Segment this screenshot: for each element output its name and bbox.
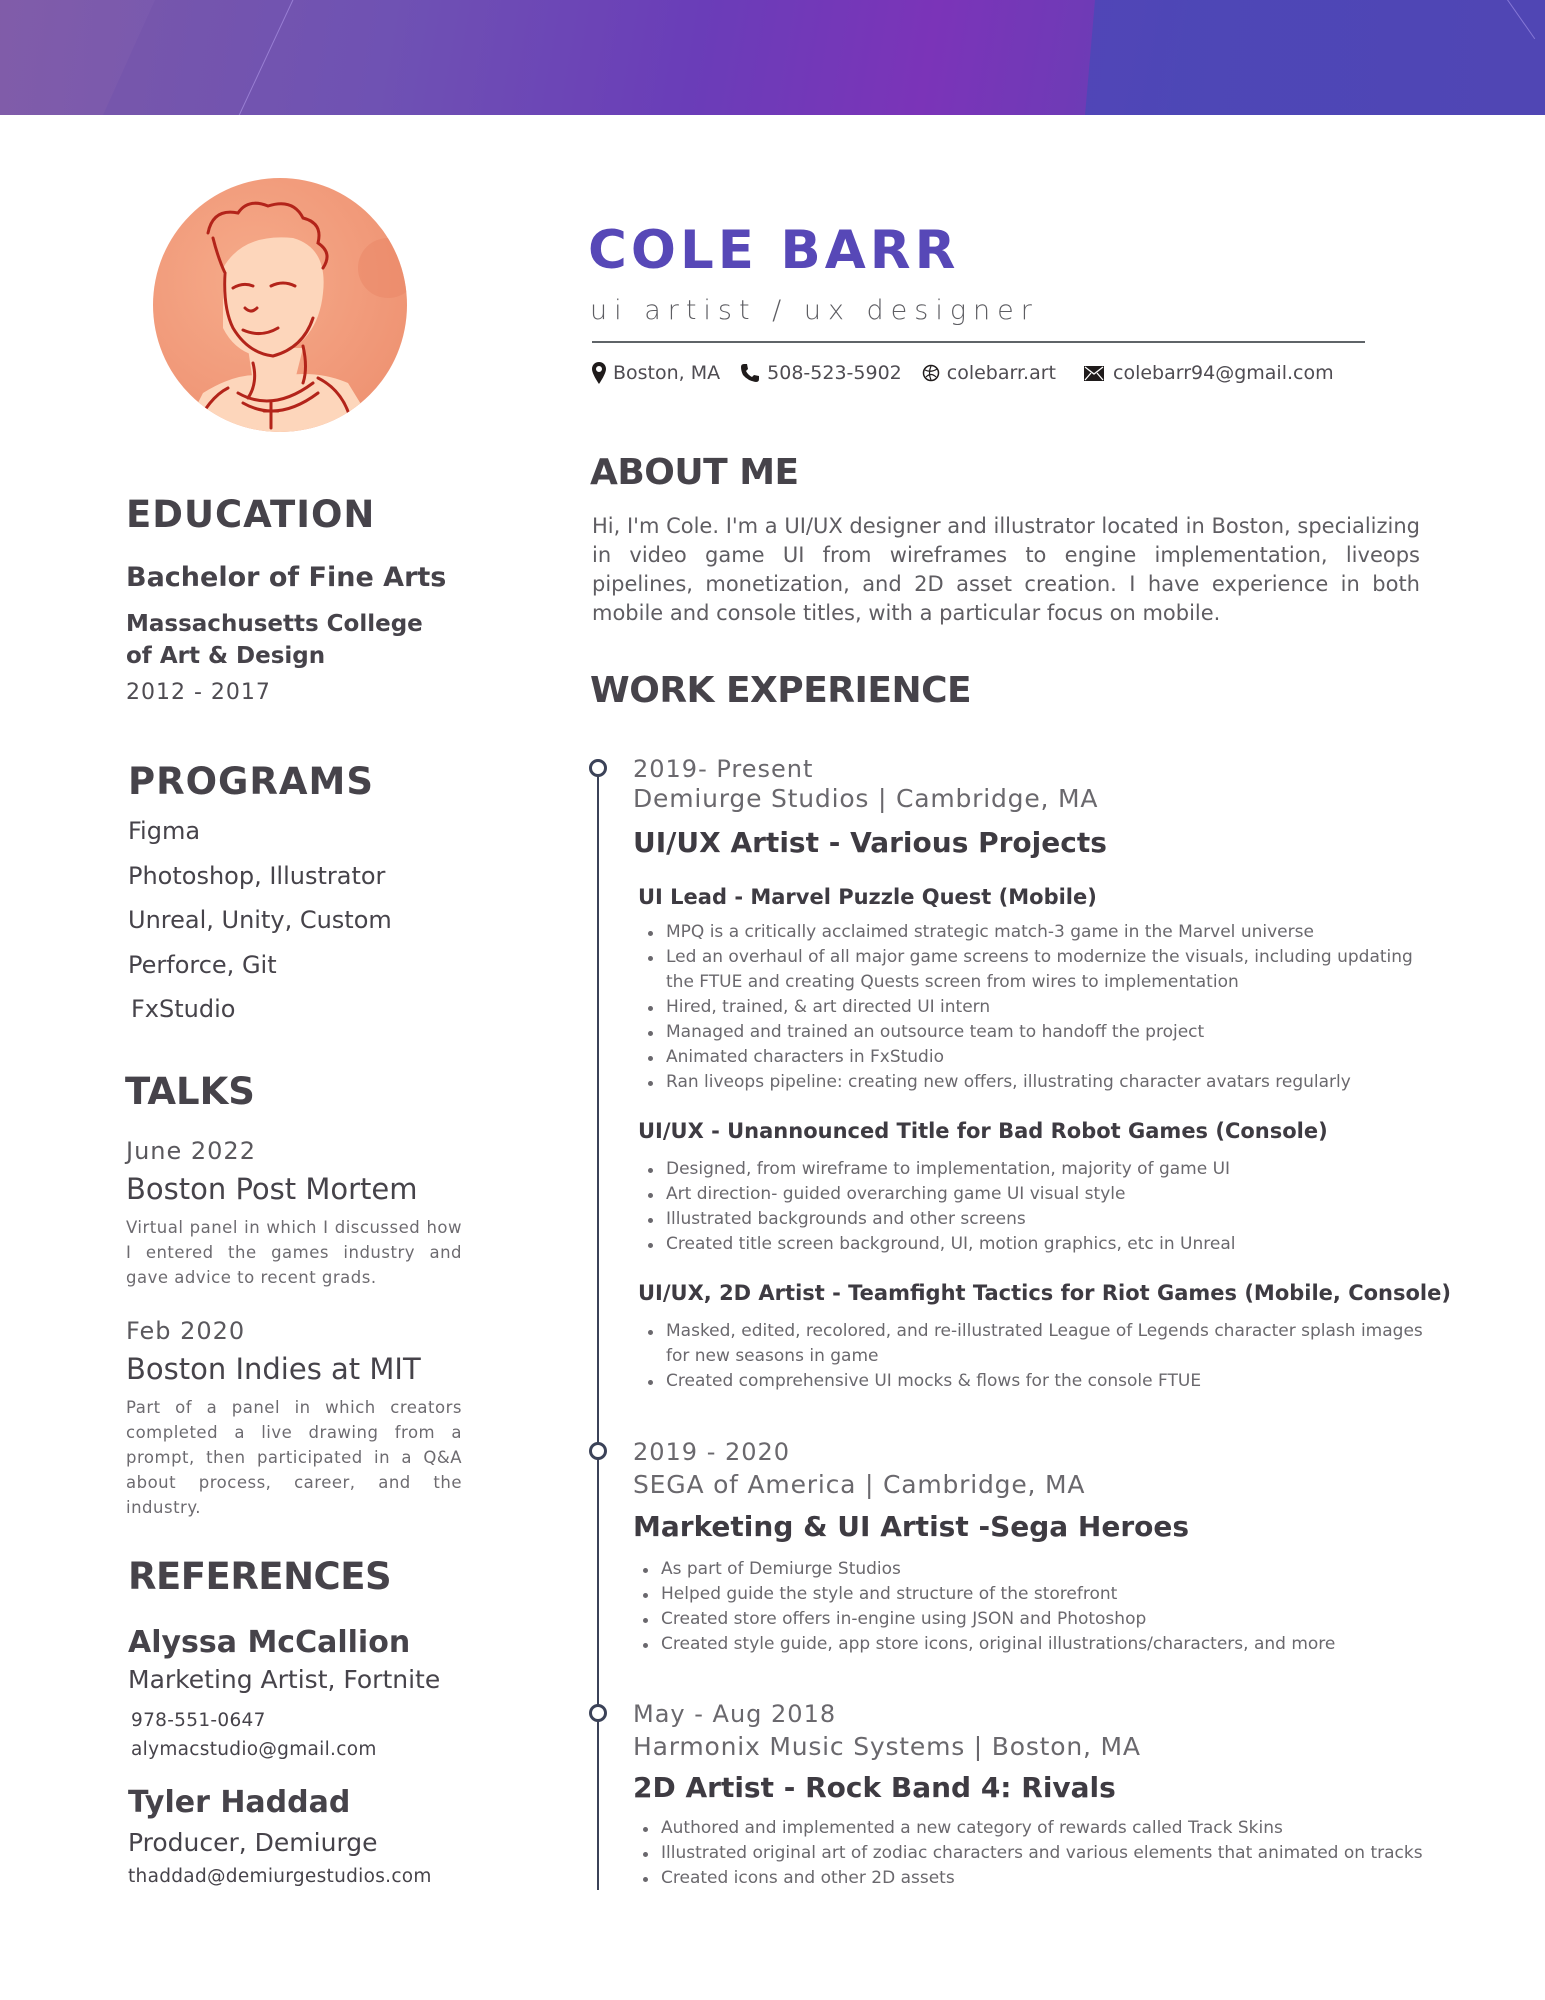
job-company: Demiurge Studios | Cambridge, MA	[633, 784, 1099, 813]
timeline-dot-icon	[589, 1704, 607, 1722]
contact-email[interactable]	[1084, 362, 1334, 384]
talks-heading: TALKS	[125, 1070, 255, 1113]
education-heading: EDUCATION	[126, 493, 376, 536]
banner-facet	[0, 0, 330, 115]
programs-heading: PROGRAMS	[128, 760, 375, 803]
project-title: UI/UX, 2D Artist - Teamfight Tactics for Riot Games (Mobile, Console)	[638, 1281, 1451, 1305]
reference-email[interactable]: alymacstudio@gmail.com	[131, 1739, 377, 1760]
bullet-item: Authored and implemented a new category of rewards called Track Skins	[633, 1816, 1433, 1841]
talk-description: Virtual panel in which I discussed how I entered the games industry and gave advice to recent grads.	[126, 1218, 462, 1287]
bullet-item: Animated characters in FxStudio	[638, 1045, 1438, 1070]
talk-item	[126, 1315, 462, 1520]
project-bullets	[638, 1319, 1438, 1394]
education-degree: Bachelor of Fine Arts	[126, 562, 447, 593]
about-heading: ABOUT ME	[590, 452, 799, 493]
contact-email-text: colebarr94@gmail.com	[1113, 362, 1334, 384]
talk-name: Boston Post Mortem	[126, 1172, 418, 1206]
job-bullets	[633, 1816, 1433, 1891]
contact-location-text: Boston, MA	[613, 362, 721, 384]
reference-role: Marketing Artist, Fortnite	[128, 1665, 441, 1694]
bullet-item: Art direction- guided overarching game UI visual style	[638, 1182, 1438, 1207]
reference-name: Tyler Haddad	[128, 1785, 351, 1820]
header-banner	[0, 0, 1545, 115]
bullet-item: Illustrated backgrounds and other screens	[638, 1207, 1438, 1232]
reference-phone[interactable]: 978-551-0647	[131, 1710, 266, 1731]
job-company: SEGA of America | Cambridge, MA	[633, 1470, 1086, 1499]
talk-date: Feb 2020	[126, 1317, 246, 1345]
project-title: UI/UX - Unannounced Title for Bad Robot Games (Console)	[638, 1119, 1328, 1143]
contact-website[interactable]	[922, 362, 1056, 384]
avatar	[153, 178, 407, 432]
project-bullets	[638, 920, 1438, 1095]
talk-item	[126, 1135, 462, 1290]
banner-facet	[0, 0, 1545, 115]
job-bullets	[633, 1557, 1433, 1657]
header-divider	[592, 341, 1365, 343]
bullet-item: MPQ is a critically acclaimed strategic match-3 game in the Marvel universe	[638, 920, 1438, 945]
project-title: UI Lead - Marvel Puzzle Quest (Mobile)	[638, 885, 1097, 909]
bullet-item: Created comprehensive UI mocks & flows for the console FTUE	[638, 1369, 1438, 1394]
bullet-item: Created icons and other 2D assets	[633, 1866, 1433, 1891]
bullet-item: Ran liveops pipeline: creating new offers, illustrating character avatars regularly	[638, 1070, 1438, 1095]
job-date: 2019 - 2020	[633, 1438, 791, 1466]
bullet-item: Managed and trained an outsource team to handoff the project	[638, 1020, 1438, 1045]
contact-bar	[592, 362, 1354, 384]
job-title: UI/UX Artist - Various Projects	[633, 826, 1107, 859]
reference-email[interactable]: thaddad@demiurgestudios.com	[128, 1866, 432, 1887]
job-title: Marketing & UI Artist -Sega Heroes	[633, 1510, 1190, 1543]
bullet-item: Led an overhaul of all major game screens to modernize the visuals, including updating the FTUE and creating Quests screen from wires to implementation	[638, 945, 1438, 995]
avatar-illustration	[153, 178, 407, 432]
reference-role: Producer, Demiurge	[128, 1828, 378, 1857]
program-item: FxStudio	[131, 995, 236, 1023]
bullet-item: Hired, trained, & art directed UI intern	[638, 995, 1438, 1020]
contact-phone[interactable]	[740, 362, 902, 384]
bullet-item: Created store offers in-engine using JSON and Photoshop	[633, 1607, 1433, 1632]
talk-date: June 2022	[126, 1137, 256, 1165]
education-years: 2012 - 2017	[126, 680, 271, 705]
candidate-name: COLE BARR	[588, 220, 960, 281]
bullet-item: Masked, edited, recolored, and re-illustrated League of Legends character splash images for new seasons in game	[638, 1319, 1438, 1369]
job-date: 2019- Present	[633, 755, 814, 783]
work-heading: WORK EXPERIENCE	[590, 670, 972, 711]
program-item: Unreal, Unity, Custom	[128, 906, 392, 934]
phone-icon	[740, 363, 760, 383]
program-item: Perforce, Git	[128, 950, 277, 979]
programs-list	[128, 815, 392, 1038]
contact-phone-text: 508-523-5902	[767, 362, 902, 384]
bullet-item: Created title screen background, UI, motion graphics, etc in Unreal	[638, 1232, 1438, 1257]
project-bullets	[638, 1157, 1438, 1257]
bullet-item: Created style guide, app store icons, original illustrations/characters, and more	[633, 1632, 1433, 1657]
job-company: Harmonix Music Systems | Boston, MA	[633, 1732, 1141, 1761]
bullet-item: Designed, from wireframe to implementation, majority of game UI	[638, 1157, 1438, 1182]
contact-location	[592, 362, 720, 384]
bullet-item: Helped guide the style and structure of the storefront	[633, 1582, 1433, 1607]
references-heading: REFERENCES	[128, 1555, 392, 1598]
about-text: Hi, I'm Cole. I'm a UI/UX designer and illustrator located in Boston, specializing in video game UI from wireframes to engine implementation, liveops pipelines, monetization, and 2D asset creation. I have experience in both mobile and console titles, with a particular focus on mobile.	[592, 514, 1420, 625]
talk-description: Part of a panel in which creators completed a live drawing from a prompt, then participated in a Q&A about process, career, and the industry.	[126, 1398, 462, 1517]
reference-name: Alyssa McCallion	[128, 1625, 411, 1660]
banner-line	[234, 0, 298, 115]
timeline-line	[597, 775, 599, 1890]
program-item: Figma	[128, 817, 201, 845]
timeline-dot-icon	[589, 759, 607, 777]
candidate-subtitle: ui artist / ux designer	[590, 295, 1039, 326]
map-pin-icon	[592, 362, 606, 384]
contact-website-text: colebarr.art	[946, 362, 1056, 384]
globe-icon	[922, 364, 940, 382]
job-title: 2D Artist - Rock Band 4: Rivals	[633, 1771, 1116, 1804]
program-item: Photoshop, Illustrator	[128, 861, 386, 890]
talk-name: Boston Indies at MIT	[126, 1352, 421, 1386]
bullet-item: Illustrated original art of zodiac characters and various elements that animated on tracks	[633, 1841, 1433, 1866]
job-date: May - Aug 2018	[633, 1700, 837, 1728]
mail-icon	[1084, 366, 1104, 381]
bullet-item: As part of Demiurge Studios	[633, 1557, 1433, 1582]
education-school: Massachusetts College of Art & Design	[126, 611, 423, 669]
timeline-dot-icon	[589, 1442, 607, 1460]
